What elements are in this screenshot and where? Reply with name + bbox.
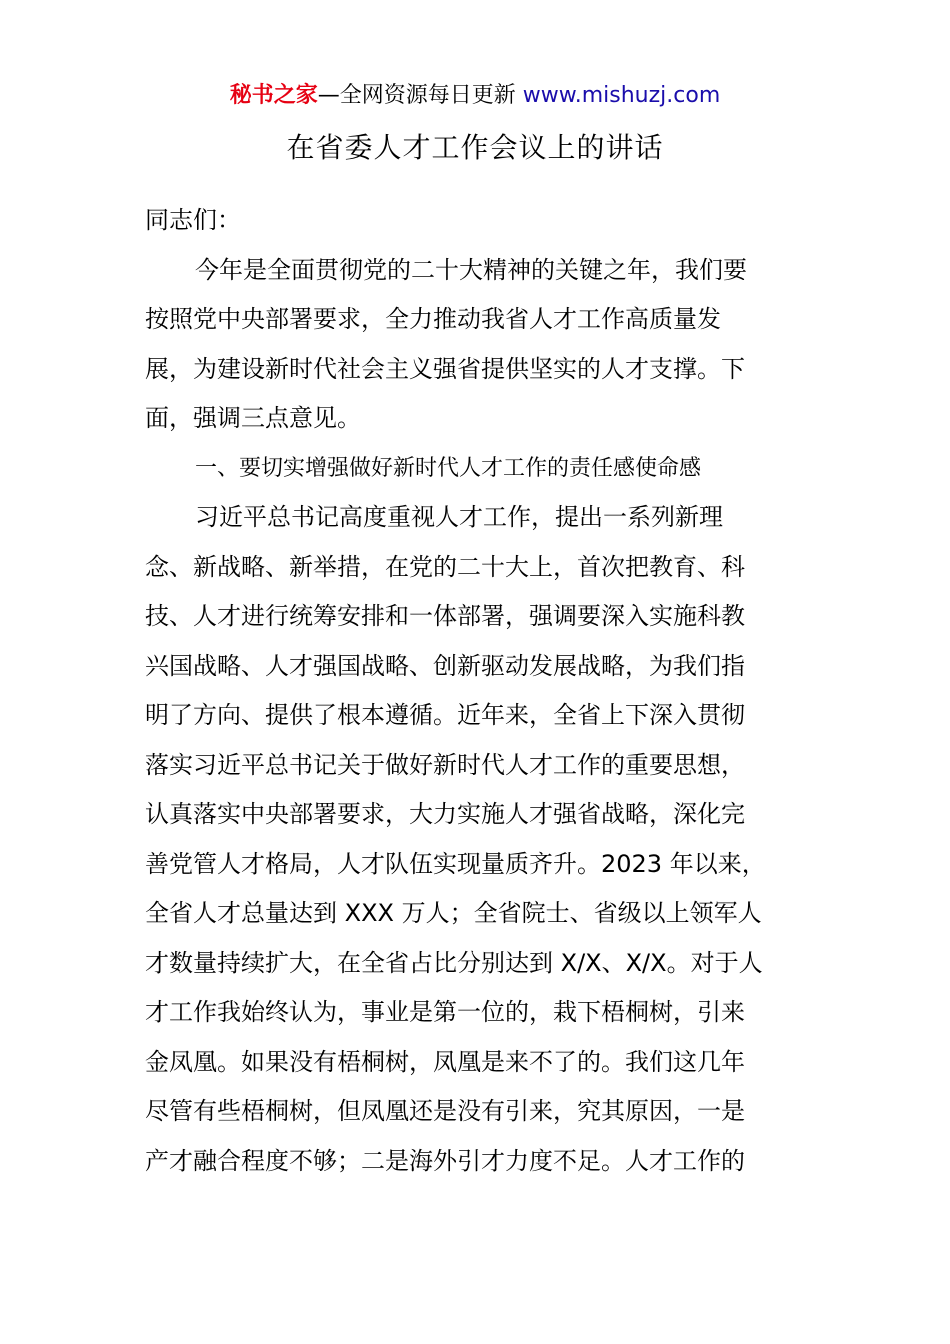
paragraph-line: 产才融合程度不够；二是海外引才力度不足。人才工作的 — [145, 1146, 745, 1175]
paragraph-line: 全省人才总量达到 XXX 万人；全省院士、省级以上领军人 — [145, 899, 762, 927]
paragraph-line: 金凤凰。如果没有梧桐树，凤凰是来不了的。我们这几年 — [145, 1047, 745, 1076]
paragraph-line: 习近平总书记高度重视人才工作，提出一系列新理 — [195, 503, 723, 531]
paragraph-line: 才工作我始终认为，事业是第一位的，栽下梧桐树，引来 — [145, 998, 745, 1026]
header-slogan: —全网资源每日更新 — [317, 83, 516, 108]
header-banner — [0, 80, 950, 112]
paragraph-line: 尽管有些梧桐树，但凤凰还是没有引来，究其原因，一是 — [145, 1097, 745, 1125]
paragraph-line: 技、人才进行统筹安排和一体部署，强调要深入实施科教 — [145, 602, 745, 630]
section-heading: 一、要切实增强做好新时代人才工作的责任感使命感 — [195, 455, 702, 481]
paragraph-line: 善党管人才格局，人才队伍实现量质齐升。2023 年以来， — [145, 849, 766, 878]
paragraph-line: 面，强调三点意见。 — [145, 404, 361, 432]
paragraph-line: 今年是全面贯彻党的二十大精神的关键之年，我们要 — [195, 255, 747, 284]
brand-name: 秘书之家 — [229, 83, 318, 108]
paragraph-line: 才数量持续扩大，在全省占比分别达到 X/X、X/X。对于人 — [145, 948, 763, 977]
paragraph-line: 按照党中央部署要求，全力推动我省人才工作高质量发 — [145, 305, 721, 333]
document-body — [145, 196, 807, 1186]
paragraph-line: 落实习近平总书记关于做好新时代人才工作的重要思想， — [145, 750, 745, 779]
document-title: 在省委人才工作会议上的讲话 — [286, 131, 664, 164]
paragraph-line: 念、新战略、新举措，在党的二十大上，首次把教育、科 — [145, 552, 745, 581]
site-url-link[interactable]: www.mishuzj.com — [522, 83, 721, 108]
paragraph-line: 兴国战略、人才强国战略、创新驱动发展战略，为我们指 — [145, 651, 745, 680]
paragraph-line: 展，为建设新时代社会主义强省提供坚实的人才支撑。下 — [145, 354, 745, 383]
paragraph-line: 明了方向、提供了根本遵循。近年来，全省上下深入贯彻 — [145, 701, 745, 729]
paragraph-line: 认真落实中央部署要求，大力实施人才强省战略，深化完 — [145, 800, 745, 828]
salutation: 同志们： — [145, 206, 241, 234]
